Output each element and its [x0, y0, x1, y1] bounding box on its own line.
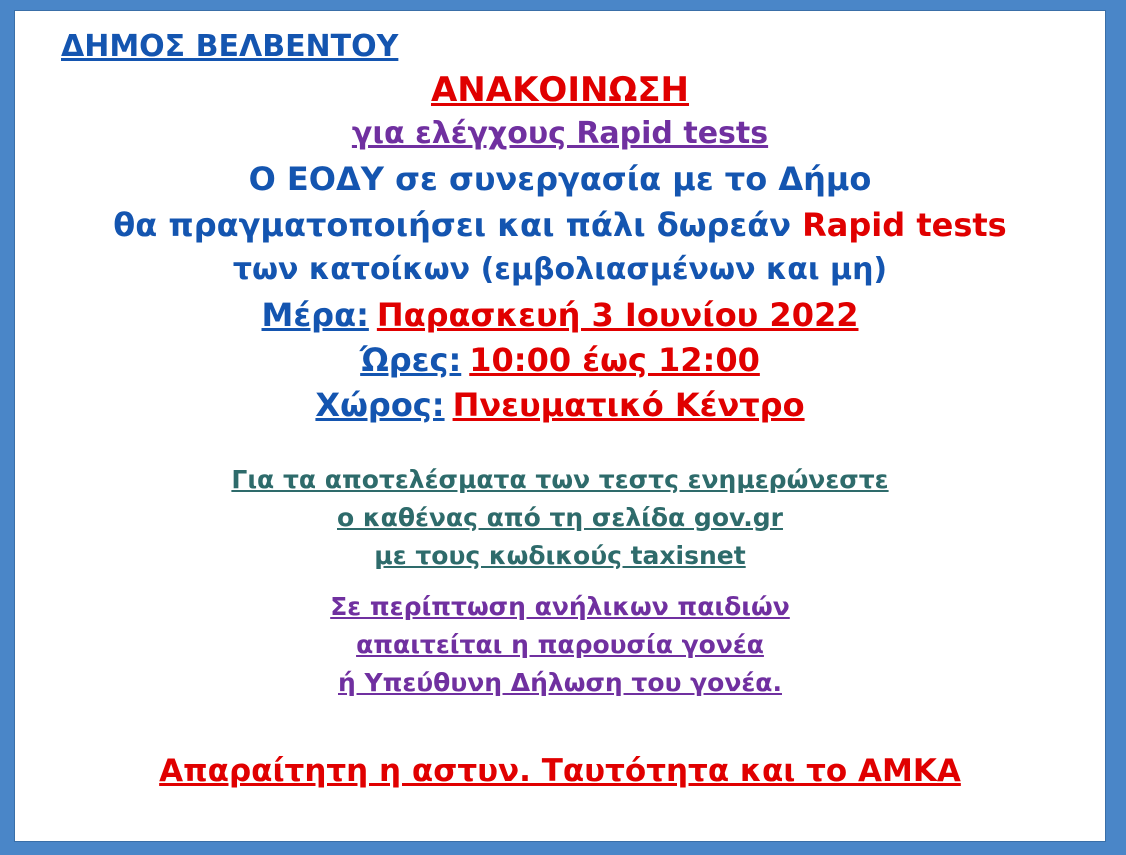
municipality-title: ΔΗΜΟΣ ΒΕΛΒΕΝΤΟΥ	[61, 29, 399, 64]
results-note-line-1	[15, 467, 1105, 492]
announcement-subtitle-text: για ελέγχους Rapid tests	[351, 116, 769, 151]
id-requirement-note-text: Απαραίτητη η αστυν. Ταυτότητα και το ΑΜΚΑ	[159, 753, 961, 789]
detail-place-label: Χώρος:	[315, 386, 445, 424]
minors-note-line-3	[15, 670, 1105, 695]
minors-note-line-1	[15, 594, 1105, 619]
minors-note-line-2-text: απαιτείται η παρουσία γονέα	[356, 630, 764, 659]
id-requirement-note	[15, 753, 1105, 789]
detail-hours	[15, 341, 1105, 379]
detail-day-label: Μέρα:	[261, 296, 369, 334]
detail-day-value: Παρασκευή 3 Ιουνίου 2022	[376, 296, 859, 334]
minors-note-line-3-text: ή Υπεύθυνη Δήλωση του γονέα.	[338, 668, 782, 697]
minors-note-line-2	[15, 632, 1105, 657]
announcement-subtitle	[15, 116, 1105, 151]
body-line-residents	[15, 252, 1105, 287]
body-line-eody-text: Ο ΕΟΔΥ σε συνεργασία με το Δήμο	[248, 160, 872, 198]
announcement-heading-text: ΑΝΑΚΟΙΝΩΣΗ	[430, 70, 690, 110]
detail-hours-label: Ώρες:	[360, 341, 462, 379]
announcement-heading	[15, 70, 1105, 110]
body-line-will-do-text: θα πραγματοποιήσει και πάλι δωρεάν	[113, 206, 803, 244]
announcement-poster	[14, 10, 1106, 842]
results-note-line-3	[15, 543, 1105, 568]
results-note-line-2-text: ο καθένας από τη σελίδα gov.gr	[337, 503, 783, 532]
detail-day	[15, 296, 1105, 334]
results-note-line-1-text: Για τα αποτελέσματα των τεστς ενημερώνεστε	[231, 465, 889, 494]
body-line-residents-text: των κατοίκων (εμβολιασμένων και μη)	[232, 252, 888, 287]
detail-place	[15, 386, 1105, 424]
minors-note-line-1-text: Σε περίπτωση ανήλικων παιδιών	[330, 592, 790, 621]
results-note-line-2	[15, 505, 1105, 530]
body-line-will-do	[15, 206, 1105, 244]
body-line-eody	[15, 160, 1105, 198]
body-line-will-do-highlight: Rapid tests	[802, 206, 1007, 244]
detail-hours-value: 10:00 έως 12:00	[469, 341, 760, 379]
results-note-line-3-text: με τους κωδικούς taxisnet	[374, 541, 746, 570]
detail-place-value: Πνευματικό Κέντρο	[452, 386, 805, 424]
